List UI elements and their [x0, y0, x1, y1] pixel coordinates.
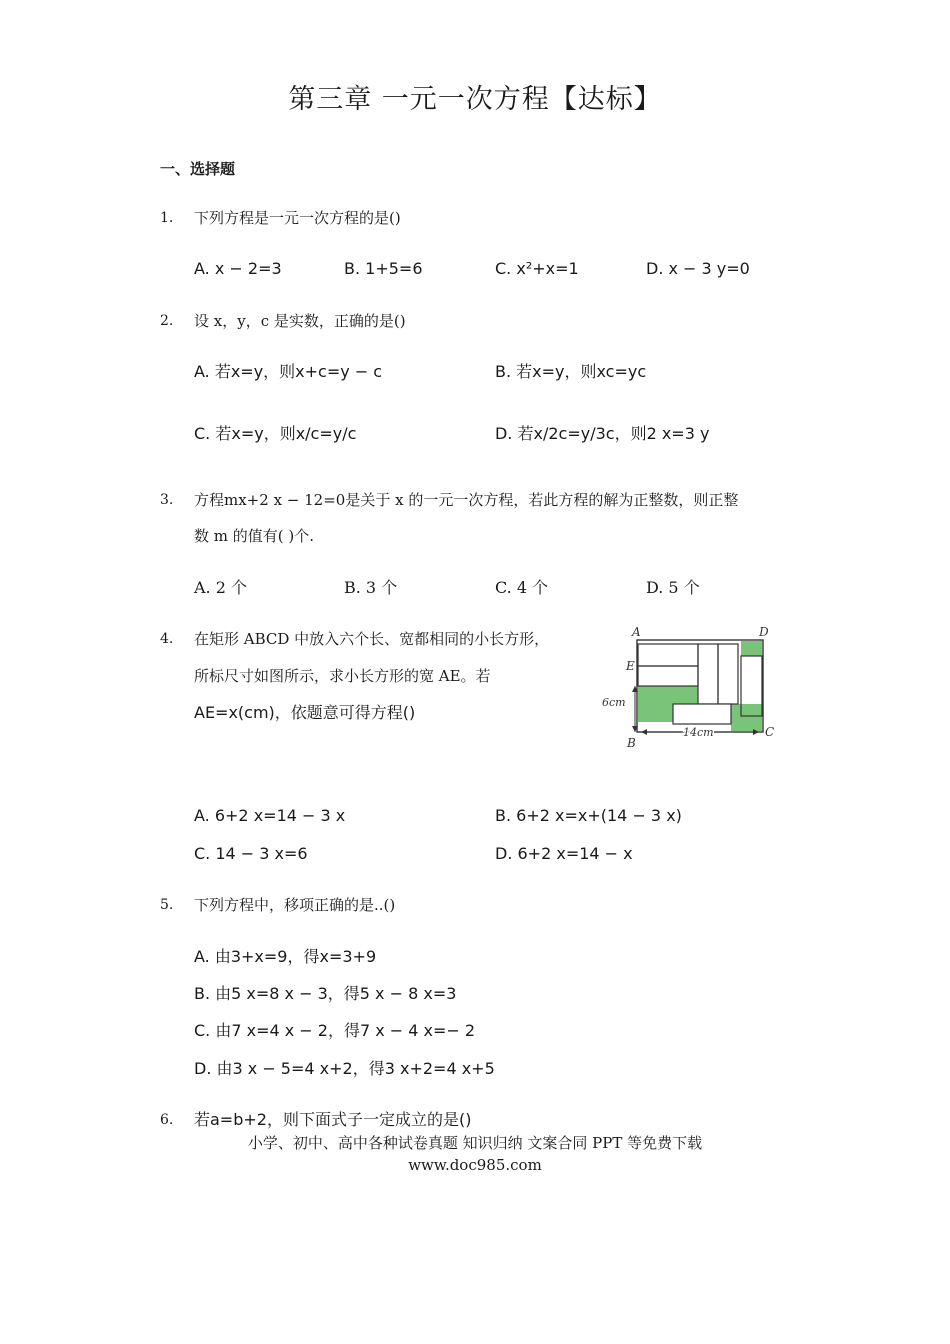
question-2-text: 设 x，y，c 是实数，正确的是() [194, 312, 406, 330]
question-2-option-b: B. 若x=y，则xc=yc [495, 362, 647, 381]
question-1-option-a: A. x − 2=3 [194, 259, 282, 278]
figure-label-a: A [632, 625, 641, 639]
question-5-text: 下列方程中，移项正确的是..() [194, 896, 396, 914]
footer-link[interactable]: www.doc985.com [408, 1156, 542, 1174]
question-6-text: 若a=b+2，则下面式子一定成立的是() [194, 1110, 472, 1129]
green-region-topright [741, 641, 762, 656]
question-2-option-a: A. 若x=y，则x+c=y − c [194, 362, 383, 381]
section-heading: 一、选择题 [160, 160, 236, 178]
question-1-option-c: C. x²+x=1 [495, 259, 579, 278]
question-3-option-d: D. 5 个 [646, 578, 700, 597]
question-4-number: 4. [160, 631, 174, 647]
figure-label-d: D [759, 625, 769, 639]
question-1-option-d: D. x − 3 y=0 [646, 259, 750, 278]
question-5-option-a: A. 由3+x=9，得x=3+9 [194, 947, 377, 966]
question-3-option-b: B. 3 个 [344, 578, 398, 597]
figure-label-height: 6cm [602, 696, 626, 709]
small-rect-6 [673, 704, 731, 724]
question-6-number: 6. [160, 1112, 174, 1128]
question-4-option-d: D. 6+2 x=14 − x [495, 844, 633, 863]
figure-label-width: 14cm [683, 726, 714, 739]
question-5-option-d: D. 由3 x − 5=4 x+2，得3 x+2=4 x+5 [194, 1059, 495, 1078]
question-1-number: 1. [160, 210, 174, 226]
question-2-option-c: C. 若x=y，则x/c=y/c [194, 424, 357, 443]
green-region-bottomright [731, 704, 762, 731]
question-1-option-b: B. 1+5=6 [344, 259, 423, 278]
question-3-option-a: A. 2 个 [194, 578, 247, 597]
question-1-text: 下列方程是一元一次方程的是() [194, 209, 401, 227]
question-2-option-d: D. 若x/2c=y/3c，则2 x=3 y [495, 424, 710, 443]
question-3-option-c: C. 4 个 [495, 578, 549, 597]
question-4-text-line2: 所标尺寸如图所示，求小长方形的宽 AE。若 [194, 667, 491, 685]
question-5-number: 5. [160, 897, 174, 913]
question-3-text-line1: 方程mx+2 x − 12=0是关于 x 的一元一次方程，若此方程的解为正整数，则正整 [194, 491, 739, 509]
question-3-number: 3. [160, 492, 174, 508]
question-5-option-b: B. 由5 x=8 x − 3，得5 x − 8 x=3 [194, 984, 457, 1003]
question-5-option-c: C. 由7 x=4 x − 2，得7 x − 4 x=− 2 [194, 1021, 476, 1040]
question-2-number: 2. [160, 313, 174, 329]
page-title: 第三章 一元一次方程【达标】 [288, 84, 662, 115]
question-4-option-c: C. 14 − 3 x=6 [194, 844, 308, 863]
question-4-text-line1: 在矩形 ABCD 中放入六个长、宽都相同的小长方形， [194, 630, 550, 648]
question-3-text-line2: 数 m 的值有( )个. [194, 527, 315, 545]
figure-label-e: E [626, 659, 635, 673]
footer-line-1: 小学、初中、高中各种试卷真题 知识归纳 文案合同 PPT 等免费下载 [247, 1134, 703, 1152]
question-4-option-b: B. 6+2 x=x+(14 − 3 x) [495, 806, 682, 825]
figure-label-c: C [765, 725, 775, 739]
question-4-text-line3: AE=x(cm)，依题意可得方程() [194, 703, 416, 722]
figure-label-b: B [627, 736, 636, 750]
rectangle-figure [601, 624, 781, 750]
question-4-option-a: A. 6+2 x=14 − 3 x [194, 806, 346, 825]
